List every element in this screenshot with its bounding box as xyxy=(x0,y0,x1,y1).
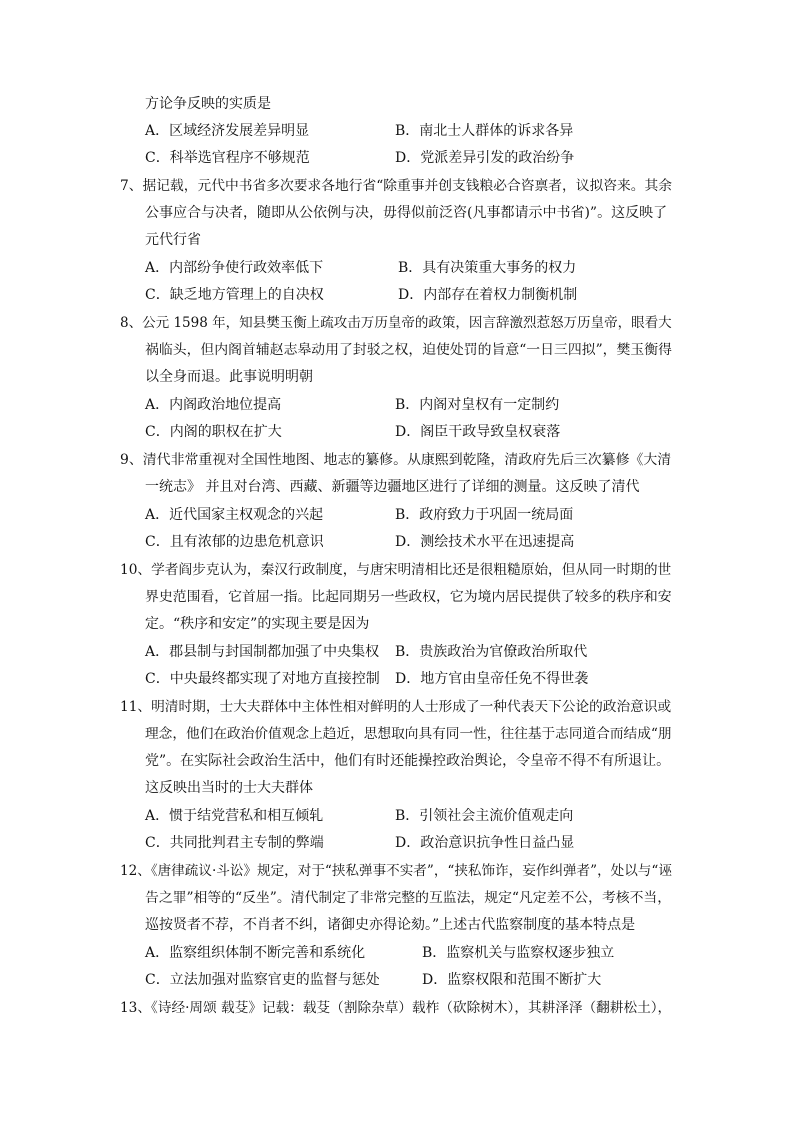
q9-stem-line-1: 9、清代非常重视对全国性地图、地志的纂修。从康熙到乾隆，清政府先后三次纂修《大清 xyxy=(120,452,672,468)
q11-stem-line-4: 这反映出当时的士大夫群体 xyxy=(145,780,313,796)
q9-option-c: C．且有浓郁的边患危机意识 xyxy=(145,534,324,550)
q9-option-d: D．测绘技术水平在迅速提高 xyxy=(395,534,575,550)
q7-option-c: C．缺乏地方管理上的自决权 xyxy=(145,287,324,303)
q12-option-b: B．监察机关与监察权逐步独立 xyxy=(422,945,615,961)
q7-option-d: D．内部存在着权力制衡机制 xyxy=(398,287,578,303)
q11-stem-line-2: 理念，他们在政治价值观念上趋近，思想取向具有同一性，往往基于志同道合而结成“朋 xyxy=(145,726,672,742)
q10-option-c: C．中央最终都实现了对地方直接控制 xyxy=(145,671,380,687)
q8-option-d: D．阁臣干政导致皇权衰落 xyxy=(395,424,561,440)
q12-stem-line-2: 告之罪”相等的“反坐”。清代制定了非常完整的互监法，规定“凡定差不公，考核不当， xyxy=(145,890,672,906)
q8-stem-line-1: 8、公元 1598 年，知县樊玉衡上疏攻击万历皇帝的政策，因言辞激烈惹怒万历皇帝，眼看大 xyxy=(120,315,672,331)
q7-stem-line-2: 公事应合与决者，随即从公依例与决，毋得似前泛咨(凡事都请示中书省)”。这反映了 xyxy=(145,205,668,221)
q7-stem-line-1: 7、据记载，元代中书省多次要求各地行省“除重事并创支钱粮必合咨禀者，议拟咨来。其余 xyxy=(120,178,673,194)
q11-option-b: B．引领社会主流价值观走向 xyxy=(395,808,574,824)
q8-stem-line-3: 以全身而退。此事说明明朝 xyxy=(145,369,313,385)
q9-stem-line-2: 一统志》 并且对台湾、西藏、新疆等边疆地区进行了详细的测量。这反映了清代 xyxy=(145,479,640,495)
q12-option-d: D．监察权限和范围不断扩大 xyxy=(422,972,602,988)
q8-option-c: C．内阁的职权在扩大 xyxy=(145,424,282,440)
q9-option-a: A．近代国家主权观念的兴起 xyxy=(145,507,324,523)
q6-stem-tail: 方论争反映的实质是 xyxy=(145,96,271,112)
q6-option-c: C．科举选官程序不够规范 xyxy=(145,150,310,166)
q6-option-b: B．南北士人群体的诉求各异 xyxy=(395,123,574,139)
q6-option-d: D．党派差异引发的政治纷争 xyxy=(395,150,575,166)
q7-option-a: A．内部纷争使行政效率低下 xyxy=(145,260,324,276)
q11-stem-line-1: 11、明清时期，士大夫群体中主体性相对鲜明的人士形成了一种代表天下公论的政治意识或 xyxy=(120,699,672,715)
q10-option-b: B．贵族政治为官僚政治所取代 xyxy=(395,644,588,660)
q8-stem-line-2: 祸临头，但内阁首辅赵志皋动用了封驳之权，迫使处罚的旨意“一日三四拟”，樊玉衡得 xyxy=(145,342,672,358)
q7-option-b: B．具有决策重大事务的权力 xyxy=(398,260,577,276)
q10-option-a: A．郡县制与封国制都加强了中央集权 xyxy=(145,644,380,660)
q6-option-a: A．区域经济发展差异明显 xyxy=(145,123,310,139)
q10-stem-line-2: 界史范围看，它首屈一指。比起同期另一些政权，它为境内居民提供了较多的秩序和安 xyxy=(145,589,672,605)
q12-option-a: A．监察组织体制不断完善和系统化 xyxy=(145,945,366,961)
q10-stem-line-1: 10、学者阎步克认为，秦汉行政制度，与唐宋明清相比还是很粗糙原始，但从同一时期的世 xyxy=(120,562,672,578)
q11-stem-line-3: 党”。在实际社会政治生活中，他们有时还能操控政治舆论，令皇帝不得不有所退让。 xyxy=(145,753,671,769)
q7-stem-line-3: 元代行省 xyxy=(145,232,201,248)
q10-option-d: D．地方官由皇帝任免不得世袭 xyxy=(395,671,589,687)
q12-stem-line-3: 巡按贤者不荐，不肖者不纠，诸御史亦得论劾。”上述古代监察制度的基本特点是 xyxy=(145,917,636,933)
q8-option-a: A．内阁政治地位提高 xyxy=(145,397,282,413)
q11-option-d: D．政治意识抗争性日益凸显 xyxy=(395,835,575,851)
q13-stem-line-1: 13、《诗经·周颂 载芟》记载：载芟（割除杂草）载柞（砍除树木），其耕泽泽（翻耕松土）， xyxy=(120,1000,672,1016)
q11-option-a: A．惯于结党营私和相互倾轧 xyxy=(145,808,324,824)
q8-option-b: B．内阁对皇权有一定制约 xyxy=(395,397,560,413)
q9-option-b: B．政府致力于巩固一统局面 xyxy=(395,507,574,523)
q12-option-c: C．立法加强对监察官吏的监督与惩处 xyxy=(145,972,380,988)
q10-stem-line-3: 定。“秩序和安定”的实现主要是因为 xyxy=(145,616,370,632)
q11-option-c: C．共同批判君主专制的弊端 xyxy=(145,835,324,851)
q12-stem-line-1: 12、《唐律疏议·斗讼》规定，对于“挟私弹事不实者”，“挟私饰诈，妄作纠弹者”，处以与“诬 xyxy=(120,863,672,879)
